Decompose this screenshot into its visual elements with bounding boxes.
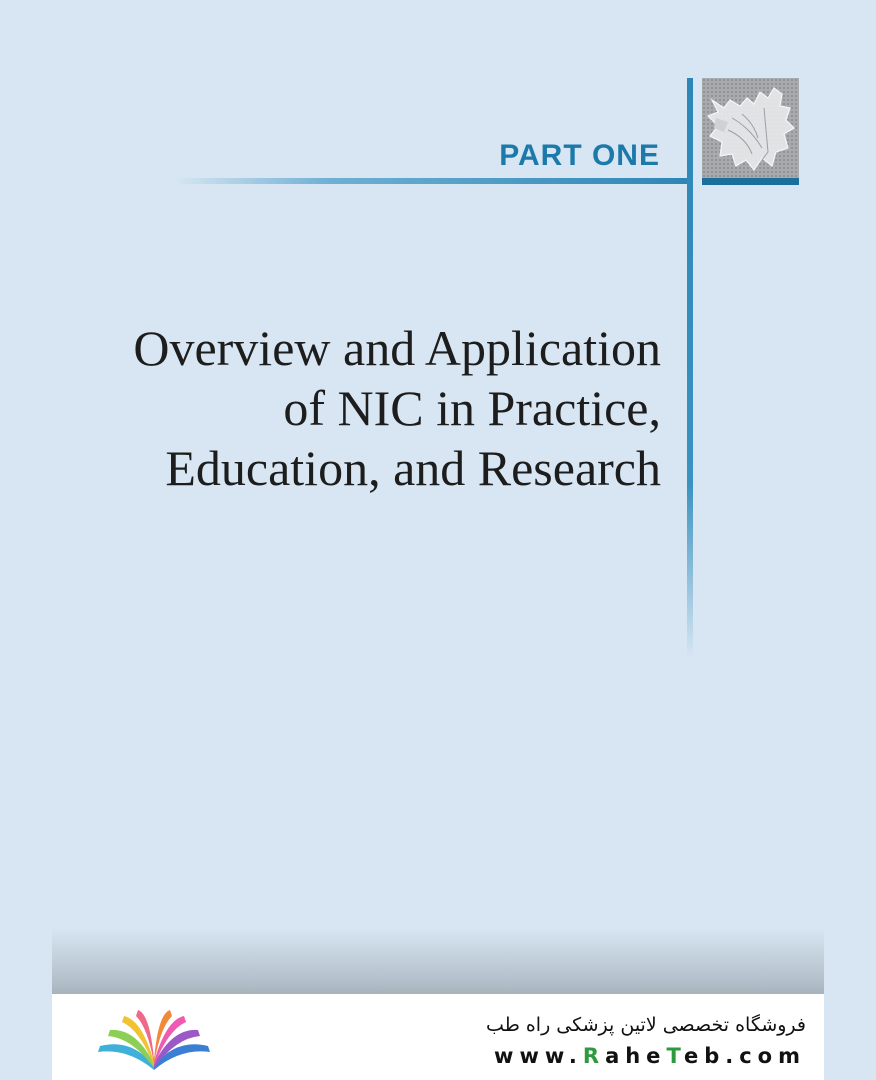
footer-tagline: فروشگاه تخصصی لاتین پزشکی راه طب [486,1014,806,1036]
part-title [21,318,661,498]
url-accent-r: R [582,1044,606,1068]
leaf-map-icon [702,78,799,178]
footer-shadow [52,928,824,998]
url-suffix: eb.com [683,1044,806,1068]
title-line: Overview and Application [133,320,661,376]
footer-url-link[interactable] [494,1044,806,1068]
part-label: PART ONE [499,139,660,172]
horizontal-rule [175,178,687,184]
emblem-underline [702,178,799,185]
vertical-rule [687,78,693,658]
url-prefix: www. [494,1044,583,1068]
open-book-logo-icon [92,1008,217,1079]
url-mid: ahe [605,1044,667,1068]
footer-banner[interactable] [52,994,824,1080]
title-line: of NIC in Practice, [283,380,661,436]
url-accent-t: T [666,1044,684,1068]
title-line: Education, and Research [165,440,661,496]
